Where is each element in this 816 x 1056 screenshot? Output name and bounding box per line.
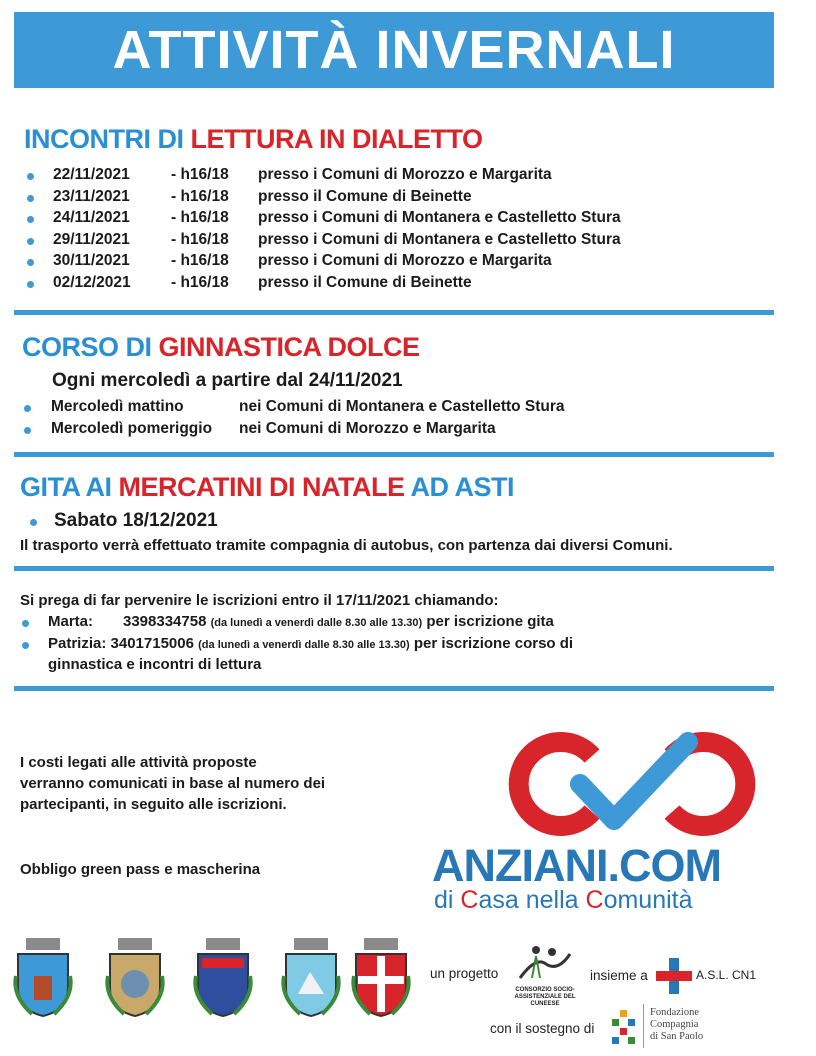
greenpass-note: Obbligo green pass e mascherina: [20, 861, 261, 878]
csac-caption: CONSORZIO SOCIO-ASSISTENZIALE DEL CUNEESE: [514, 987, 576, 1007]
crest-icon: [350, 936, 412, 1018]
bullet-icon: [30, 519, 37, 526]
costi-line-1: I costi legati alle attività proposte: [20, 754, 257, 771]
ginnastica-subtitle: Ogni mercoledì a partire dal 24/11/2021: [52, 370, 403, 391]
section-divider: [14, 310, 774, 315]
csac-figures-icon: [506, 942, 584, 982]
partner-divider: [643, 1004, 644, 1048]
section-divider: [14, 566, 774, 571]
list-item: 02/12/2021 - h16/18 presso il Comune di Beinette: [24, 272, 621, 294]
bullet-icon: [27, 173, 34, 180]
bullet-icon: [27, 259, 34, 266]
progetto-label: un progetto: [430, 966, 499, 981]
list-item: 23/11/2021 - h16/18 presso il Comune di Beinette: [24, 186, 621, 208]
bullet-icon: [22, 642, 29, 649]
sostegno-label: con il sostegno di: [490, 1021, 595, 1036]
bullet-icon: [22, 620, 29, 627]
crest-icon: [280, 936, 342, 1018]
bullet-icon: [27, 238, 34, 245]
csac-logo: [506, 942, 584, 1008]
asl-icon: [656, 958, 692, 994]
insieme-label: insieme a: [590, 968, 648, 983]
crest-icon: [104, 936, 166, 1018]
ginnastica-title-part-a: CORSO DI: [22, 332, 159, 362]
crest-icon: [192, 936, 254, 1018]
list-item: 22/11/2021 - h16/18 presso i Comuni di Morozzo e Margarita: [24, 164, 621, 186]
fondazione-label: Fondazione Compagnia di San Paolo: [650, 1007, 704, 1042]
list-item: Mercoledì pomeriggio nei Comuni di Morozzo e Margarita: [24, 418, 565, 440]
iscrizioni-intro: Si prega di far pervenire le iscrizioni entro il 17/11/2021 chiamando:: [20, 592, 499, 609]
bullet-icon: [24, 427, 31, 434]
gita-title-part-a: GITA AI: [20, 472, 119, 502]
lettura-title-part-a: INCONTRI DI: [24, 124, 191, 154]
gita-note: Il trasporto verrà effettuato tramite compagnia di autobus, con partenza dai diversi Comuni.: [20, 537, 673, 554]
list-item: 30/11/2021 - h16/18 presso i Comuni di Morozzo e Margarita: [24, 250, 621, 272]
patrizia-phone: 3401715006: [110, 635, 194, 652]
contact-marta: Marta: 3398334758 (da lunedì a venerdì dalle 8.30 alle 13.30) per iscrizione gita: [48, 613, 554, 630]
gita-title-part-b: MERCATINI DI NATALE: [118, 472, 405, 502]
bullet-icon: [27, 216, 34, 223]
bullet-icon: [24, 405, 31, 412]
ginnastica-list: [24, 396, 565, 439]
contact-patrizia-line2: ginnastica e incontri di lettura: [48, 656, 262, 673]
fondazione-icon: [612, 1010, 638, 1044]
ginnastica-title: [22, 332, 420, 362]
list-item: 24/11/2021 - h16/18 presso i Comuni di Montanera e Castelletto Stura: [24, 207, 621, 229]
page-title: ATTIVITÀ INVERNALI: [14, 12, 774, 88]
lettura-list: [24, 164, 621, 293]
list-item: 29/11/2021 - h16/18 presso i Comuni di Montanera e Castelletto Stura: [24, 229, 621, 251]
contact-patrizia: Patrizia: 3401715006 (da lunedì a venerdì dalle 8.30 alle 13.30) per iscrizione corso di: [48, 635, 574, 652]
bullet-icon: [27, 281, 34, 288]
lettura-title: [24, 124, 482, 154]
bullet-icon: [27, 195, 34, 202]
anziani-logo-icon: [492, 728, 772, 840]
lettura-title-part-b: LETTURA IN DIALETTO: [190, 124, 483, 154]
gita-title-part-c: AD ASTI: [404, 472, 514, 502]
asl-label: A.S.L. CN1: [696, 968, 757, 982]
crest-icon: [12, 936, 74, 1018]
list-item: Mercoledì mattino nei Comuni di Montanera e Castelletto Stura: [24, 396, 565, 418]
section-divider: [14, 686, 774, 691]
logo-wordmark: ANZIANI.COM: [432, 840, 721, 891]
costi-line-3: partecipanti, in seguito alle iscrizioni.: [20, 796, 287, 813]
gita-title: [20, 472, 514, 502]
ginnastica-title-part-b: GINNASTICA DOLCE: [158, 332, 420, 362]
marta-phone: 3398334758: [123, 613, 207, 630]
logo-tagline: di Casa nella Comunità: [434, 886, 693, 914]
section-divider: [14, 452, 774, 457]
costi-line-2: verranno comunicati in base al numero dei: [20, 775, 326, 792]
gita-date: Sabato 18/12/2021: [54, 510, 218, 531]
